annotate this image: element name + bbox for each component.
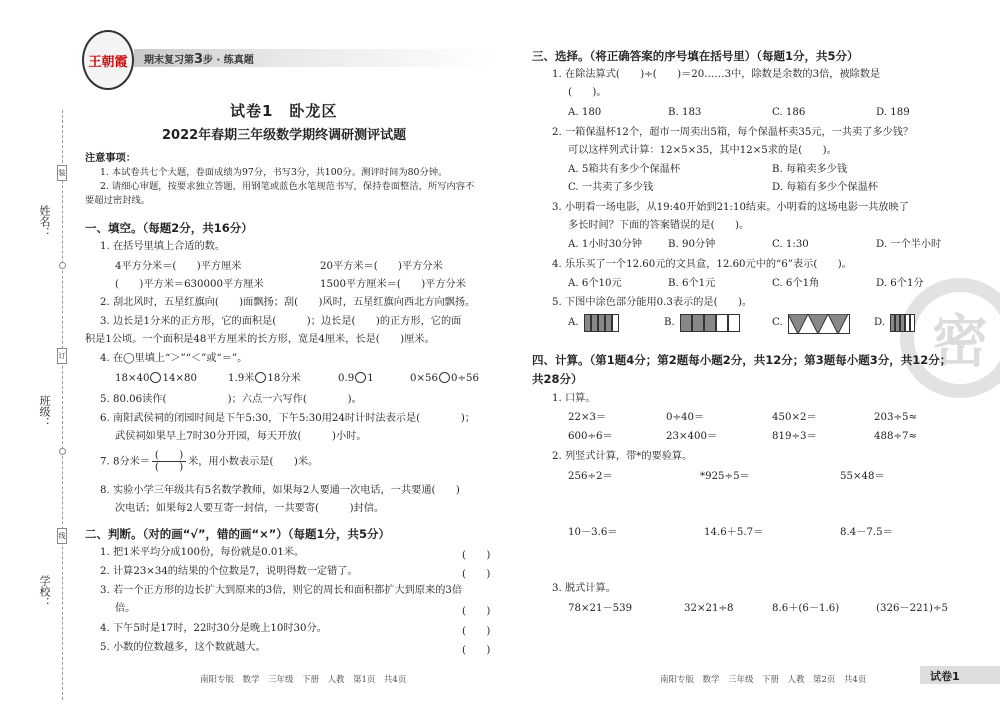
publisher-logo: 王朝霞 — [82, 30, 134, 90]
binding-dot — [59, 262, 66, 269]
answer-paren[interactable]: ( ) — [462, 626, 491, 637]
section-title: 二、判断。（对的画“√”，错的画“×”）（每题1分，共5分） — [85, 527, 391, 541]
question: 5. 80.06读作( )；六点一六写作( )。 — [100, 394, 362, 405]
oral-item: 23×400＝ — [666, 431, 718, 442]
compare-item: 0.9 1 — [338, 373, 374, 384]
question-part: 20平方米＝( )平方分米 — [320, 261, 443, 272]
question: 多长时间？下面的答案错误的是( )。 — [568, 220, 750, 231]
compare-circle[interactable] — [439, 372, 450, 383]
vertical-item: 8.4－7.5＝ — [840, 527, 893, 538]
option: A. 180 — [568, 107, 602, 118]
answer-paren[interactable]: ( ) — [462, 645, 491, 656]
page-subtitle: 2022年春期三年级数学期终调研测评试题 — [162, 128, 407, 143]
option: B. — [664, 317, 675, 328]
oral-item: 0÷40＝ — [666, 412, 705, 423]
oral-item: 203÷5≈ — [874, 412, 917, 423]
notice-title: 注意事项： — [85, 153, 136, 164]
answer-paren[interactable]: ( ) — [462, 550, 491, 561]
oral-item: 600÷6＝ — [568, 431, 613, 442]
oral-item: 22×3＝ — [568, 412, 607, 423]
fraction-blank[interactable]: $\frac{( )}{( )}$ — [152, 450, 186, 473]
question: 1. 在括号里填上合适的数。 — [100, 241, 226, 252]
binding-line — [62, 110, 63, 700]
option: C. 186 — [772, 107, 806, 118]
notice-line: 要超过密封线。 — [85, 195, 151, 206]
compare-circle[interactable] — [355, 372, 366, 383]
expression-item: (326－221)÷5 — [876, 603, 949, 614]
binding-mark: 订 — [57, 348, 67, 364]
question: 3. 边长是1分米的正方形，它的面积是( )；边长是( )的正方形，它的面 — [100, 316, 462, 327]
expression-item: 78×21－539 — [568, 603, 633, 614]
class-label: 班级： — [38, 395, 51, 428]
page-footer: 南阳专版 数学 三年级 下册 人教 第2页 共4页 — [660, 675, 867, 685]
option: C. 1:30 — [772, 239, 809, 250]
question: 武侯祠如果早上7时30分开园，每天开放( )小时。 — [115, 431, 367, 442]
question: 6. 南阳武侯祠的闭园时间是下午5:30，下午5:30用24时计时法表示是( )； — [100, 413, 476, 424]
option: A. 6个10元 — [568, 278, 622, 289]
figure-d — [890, 314, 915, 332]
option: A. — [568, 317, 579, 328]
page-footer: 南阳专版 数学 三年级 下册 人教 第1页 共4页 — [200, 675, 407, 685]
question: 4. 乐乐买了一个12.60元的文具盒，12.60元中的“6”表示( )。 — [552, 259, 852, 270]
option: C. — [772, 317, 783, 328]
option: D. 每箱有多少个保温杯 — [772, 182, 878, 193]
name-label: 姓名： — [38, 205, 51, 238]
binding-dot — [59, 448, 66, 455]
judge-item: 5. 小数的位数越多，这个数就越大。 — [100, 642, 266, 653]
section-title: 四、计算。（第1题4分；第2题每小题2分，共12分；第3题每小题3分，共12分； — [532, 353, 952, 367]
vertical-item: 55×48＝ — [840, 471, 885, 482]
figure-c — [788, 314, 850, 334]
option: C. 一共卖了多少钱 — [568, 182, 654, 193]
notice-line: 1. 本试卷共七个大题，卷面成绩为97分，书写3分，共100分。测评时间为80分钟。 — [100, 167, 448, 178]
vertical-item: 10－3.6＝ — [568, 527, 618, 538]
expression-item: 32×21÷8 — [684, 603, 734, 614]
option: B. 183 — [668, 107, 702, 118]
question: 可以这样列式计算：12×5×35，其中12×5求的是( )。 — [568, 145, 837, 156]
vertical-item: *925÷5＝ — [700, 471, 750, 482]
compare-item: 18×40 14×80 — [115, 373, 197, 384]
sub-question: 3. 脱式计算。 — [552, 583, 616, 594]
answer-paren[interactable]: ( ) — [462, 569, 491, 580]
oral-item: 819÷3＝ — [772, 431, 817, 442]
question: 1. 在除法算式( )÷( )＝20……3中，除数是余数的3倍，被除数是 — [552, 69, 881, 80]
question-part: 4平方分米＝( )平方厘米 — [115, 261, 242, 272]
judge-item: 2. 计算23×34的结果的个位数是7，说明得数一定错了。 — [100, 566, 358, 577]
expression-item: 8.6＋(6－1.6) — [772, 603, 840, 614]
paper-badge-label: 试卷1 — [930, 670, 960, 683]
page-title: 试卷1 卧龙区 — [230, 102, 338, 120]
question-part: 1500平方厘米＝( )平方分米 — [320, 279, 466, 290]
question: 5. 下图中涂色部分能用0.3表示的是( )。 — [552, 297, 753, 308]
option: A. 1小时30分钟 — [568, 239, 643, 250]
judge-item: 倍。 — [115, 603, 136, 614]
vertical-item: 14.6＋5.7＝ — [704, 527, 764, 538]
step-label: 期末复习第3步 · 练真题 — [144, 52, 254, 67]
option: D. 6个1分 — [876, 278, 924, 289]
compare-circle[interactable] — [150, 372, 161, 383]
binding-mark: 线 — [57, 528, 67, 544]
question: 4. 在◯里填上“＞”“＜”或“＝”。 — [100, 353, 248, 364]
section-title: 共28分） — [532, 372, 583, 386]
judge-item: 3. 若一个正方形的边长扩大到原来的3倍，则它的周长和面积都扩大到原来的3倍 — [100, 585, 463, 596]
section-title: 一、填空。（每题2分，共16分） — [85, 221, 253, 235]
question: 积是1公顷。一个面积是48平方厘米的长方形，宽是4厘米，长是( )厘米。 — [85, 334, 435, 345]
option: C. 6个1角 — [772, 278, 820, 289]
judge-item: 1. 把1米平均分成100份，每份就是0.01米。 — [100, 547, 305, 558]
seal-stamp: 密 — [900, 278, 1000, 398]
option: D. — [874, 317, 886, 328]
option: A. 5箱共有多少个保温杯 — [568, 164, 681, 175]
answer-paren[interactable]: ( ) — [462, 606, 491, 617]
oral-item: 450×2＝ — [772, 412, 817, 423]
notice-line: 2. 请细心审题，按要求独立答题，用钢笔或蓝色水笔规范书写，保持卷面整洁，所写内容不 — [100, 181, 475, 192]
question-part: ( )平方米＝630000平方厘米 — [115, 279, 264, 290]
option: B. 6个1元 — [668, 278, 716, 289]
figure-a — [584, 314, 619, 332]
sub-question: 2. 列竖式计算，带*的要验算。 — [552, 451, 693, 462]
question: 3. 小明看一场电影，从19:40开始到21:10结束。小明看的这场电影一共放映了 — [552, 202, 909, 213]
question: 次电话；如果每2人要互寄一封信，一共要寄( )封信。 — [115, 503, 385, 514]
binding-mark: 装 — [57, 165, 67, 181]
vertical-item: 256÷2＝ — [568, 471, 613, 482]
question: 2. 一箱保温杯12个，超市一周卖出5箱，每个保温杯卖35元，一共卖了多少钱？ — [552, 127, 914, 138]
question: 7. 8分米＝ $\frac{( )}{( )}$ 米，用小数表示是( )米。 — [100, 450, 319, 473]
option: B. 90分钟 — [668, 239, 716, 250]
compare-item: 0×56 0÷56 — [410, 373, 479, 384]
compare-item: 1.9米 18分米 — [228, 373, 301, 384]
option: B. 每箱卖多少钱 — [772, 164, 848, 175]
option: D. 一个半小时 — [876, 239, 942, 250]
compare-circle[interactable] — [255, 372, 266, 383]
option: D. 189 — [876, 107, 910, 118]
section-title: 三、选择。（将正确答案的序号填在括号里）（每题1分，共5分） — [532, 49, 859, 63]
judge-item: 4. 下午5时是17时，22时30分是晚上10时30分。 — [100, 623, 327, 634]
school-label: 学校： — [38, 575, 51, 608]
figure-b — [680, 314, 740, 332]
question: 2. 刮北风时，五星红旗向( )面飘扬；刮( )风时，五星红旗向西北方向飘扬。 — [100, 297, 476, 308]
oral-item: 488÷7≈ — [874, 431, 917, 442]
question: 8. 实验小学三年级共有5名数学教师，如果每2人要通一次电话，一共要通( ) — [100, 485, 460, 496]
question: ( )。 — [568, 87, 607, 98]
sub-question: 1. 口算。 — [552, 393, 596, 404]
